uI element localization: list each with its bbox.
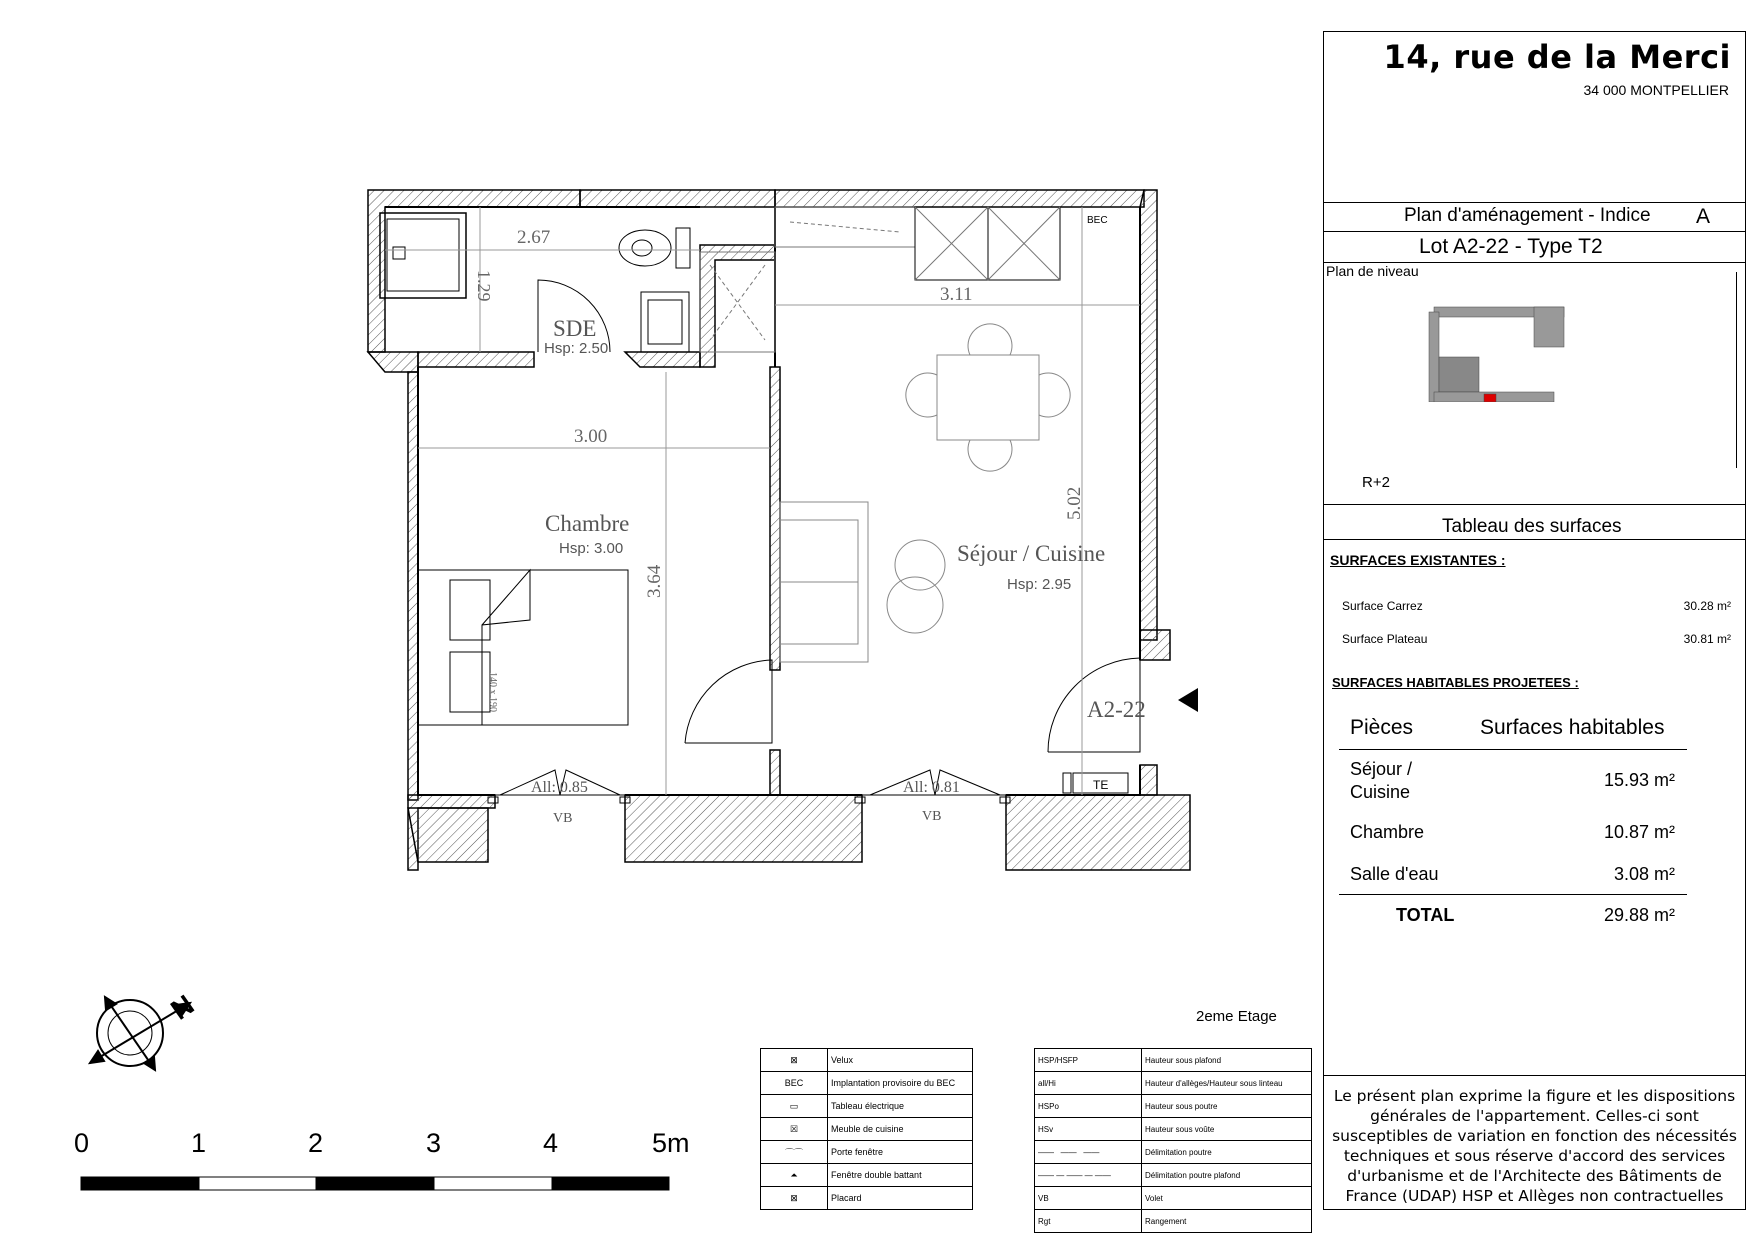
address-city: 34 000 MONTPELLIER: [1583, 82, 1729, 98]
sejour-value: 15.93 m²: [1603, 770, 1675, 790]
sde-hsp: Hsp: 2.50: [544, 340, 609, 357]
dim-311: 3.11: [940, 284, 973, 305]
total-value: 29.88 m²: [1603, 905, 1675, 925]
surfaces-heading: Tableau des surfaces: [1442, 516, 1622, 537]
legend-abbrev: HSP/HSFP Hauteur sous plafond all/Hi Hauteur d'allèges/Hauteur sous linteau HSPo Hauteur sous poutre HSv Hauteur sous voûte —— —— —— Délimitation poutre —— — —— — —— Délimitation poutre plafond VB Volet Rgt Rangement: [1034, 1048, 1312, 1233]
legend-symbols: [760, 1048, 973, 1210]
legend-row: BEC Implantation provisoire du BEC: [761, 1072, 973, 1095]
dim-300: 3.00: [574, 426, 608, 447]
plan-title: Plan d'aménagement - Indice: [1404, 205, 1651, 226]
legend-closet-icon: ⊠: [761, 1187, 828, 1210]
legend-row: ⊠ Placard: [761, 1187, 973, 1210]
sejour-label-2: Cuisine: [1350, 782, 1411, 802]
habitables-title: SURFACES HABITABLES PROJETEES :: [1332, 675, 1579, 690]
sde-name: SDE: [553, 316, 597, 341]
lot-tag: A2-22: [1087, 697, 1146, 722]
legend-window-icon: ⏶: [761, 1164, 828, 1187]
chambre-hsp: Hsp: 3.00: [559, 540, 624, 557]
chambre-label: Chambre: [1350, 822, 1425, 842]
chambre-door: [685, 660, 772, 743]
legend-row: ⌒⌒ Porte fenêtre: [761, 1141, 973, 1164]
bed-size: 140 x 190: [487, 672, 498, 712]
dining-set: [906, 324, 1070, 471]
shower: [380, 213, 466, 298]
sejour-label-1: Séjour /: [1350, 759, 1413, 779]
chambre-name: Chambre: [545, 511, 630, 536]
floor-label: 2eme Etage: [1196, 1008, 1277, 1025]
sde-value: 3.08 m²: [1613, 864, 1675, 884]
carrez-value: 30.28 m²: [1683, 599, 1731, 613]
sofa: [780, 502, 945, 662]
niveau: R+2: [1362, 474, 1390, 491]
existantes-title: SURFACES EXISTANTES :: [1330, 552, 1506, 568]
compass-n: N: [165, 988, 200, 1026]
carrez-label: Surface Carrez: [1342, 599, 1423, 613]
lot-type: Lot A2-22 - Type T2: [1419, 235, 1603, 258]
sejour-hsp: Hsp: 2.95: [1007, 576, 1072, 593]
legend-cabinet-icon: ☒: [761, 1118, 828, 1141]
legend-row: ☒ Meuble de cuisine: [761, 1118, 973, 1141]
scale-3: 3: [426, 1128, 442, 1158]
te-label: TE: [1093, 778, 1109, 792]
bec-label: BEC: [1087, 215, 1108, 226]
bed: [418, 570, 628, 725]
legend-row: ▭ Tableau électrique: [761, 1095, 973, 1118]
sde-label: Salle d'eau: [1350, 864, 1439, 884]
all-085: All: 0.85: [531, 779, 588, 796]
toilet: [619, 228, 690, 268]
all-081: All: 0.81: [903, 779, 960, 796]
entrance-arrow: [1178, 688, 1198, 712]
scale-0: 0: [74, 1128, 90, 1158]
legend-panel-icon: ▭: [761, 1095, 828, 1118]
plateau-label: Surface Plateau: [1342, 632, 1428, 646]
legend-row: ⏶ Fenêtre double battant: [761, 1164, 973, 1187]
scale-bar: [81, 1177, 669, 1190]
col-pieces: Pièces: [1350, 716, 1414, 739]
dim-502: 5.02: [1064, 486, 1085, 520]
dim-267: 2.67: [517, 227, 551, 248]
total-label: TOTAL: [1396, 905, 1455, 925]
legend-door-icon: ⌒⌒: [761, 1141, 828, 1164]
te-mark: [1063, 773, 1071, 793]
sejour-name: Séjour / Cuisine: [957, 541, 1106, 566]
dim-364: 3.64: [644, 564, 665, 598]
scale-4: 4: [543, 1128, 559, 1158]
chambre-value: 10.87 m²: [1603, 822, 1675, 842]
scale-1: 1: [191, 1128, 207, 1158]
scale-2: 2: [308, 1128, 324, 1158]
vb-2: VB: [922, 809, 942, 824]
legend-row: ⊠ Velux: [761, 1049, 973, 1072]
legend-beam-line: —— —— ——: [1035, 1141, 1142, 1164]
legend-velux-icon: ⊠: [761, 1049, 828, 1072]
scale-5m: 5m: [652, 1128, 690, 1158]
legend-beam-ceiling-line: —— — —— — ——: [1035, 1164, 1142, 1187]
address-street: 14, rue de la Merci: [1383, 38, 1731, 76]
vb-1: VB: [553, 811, 573, 826]
washbasin: [641, 292, 689, 352]
plateau-value: 30.81 m²: [1683, 632, 1731, 646]
dim-129: 1.29: [474, 270, 494, 302]
col-surfaces: Surfaces habitables: [1480, 716, 1665, 739]
niveau-label: Plan de niveau: [1326, 263, 1419, 279]
title-block: [1323, 31, 1746, 1210]
disclaimer-note: Le présent plan exprime la figure et les dispositions générales de l'appartement. Celles-ci sont susceptibles de variation en fonction des nécessités techniques et sous réserve d'accord des services d'urbanisme et de l'Architecte des Bâtiments de France (UDAP) HSP et Allèges non contractuelles: [1332, 1087, 1737, 1205]
plan-indice: A: [1696, 205, 1711, 228]
